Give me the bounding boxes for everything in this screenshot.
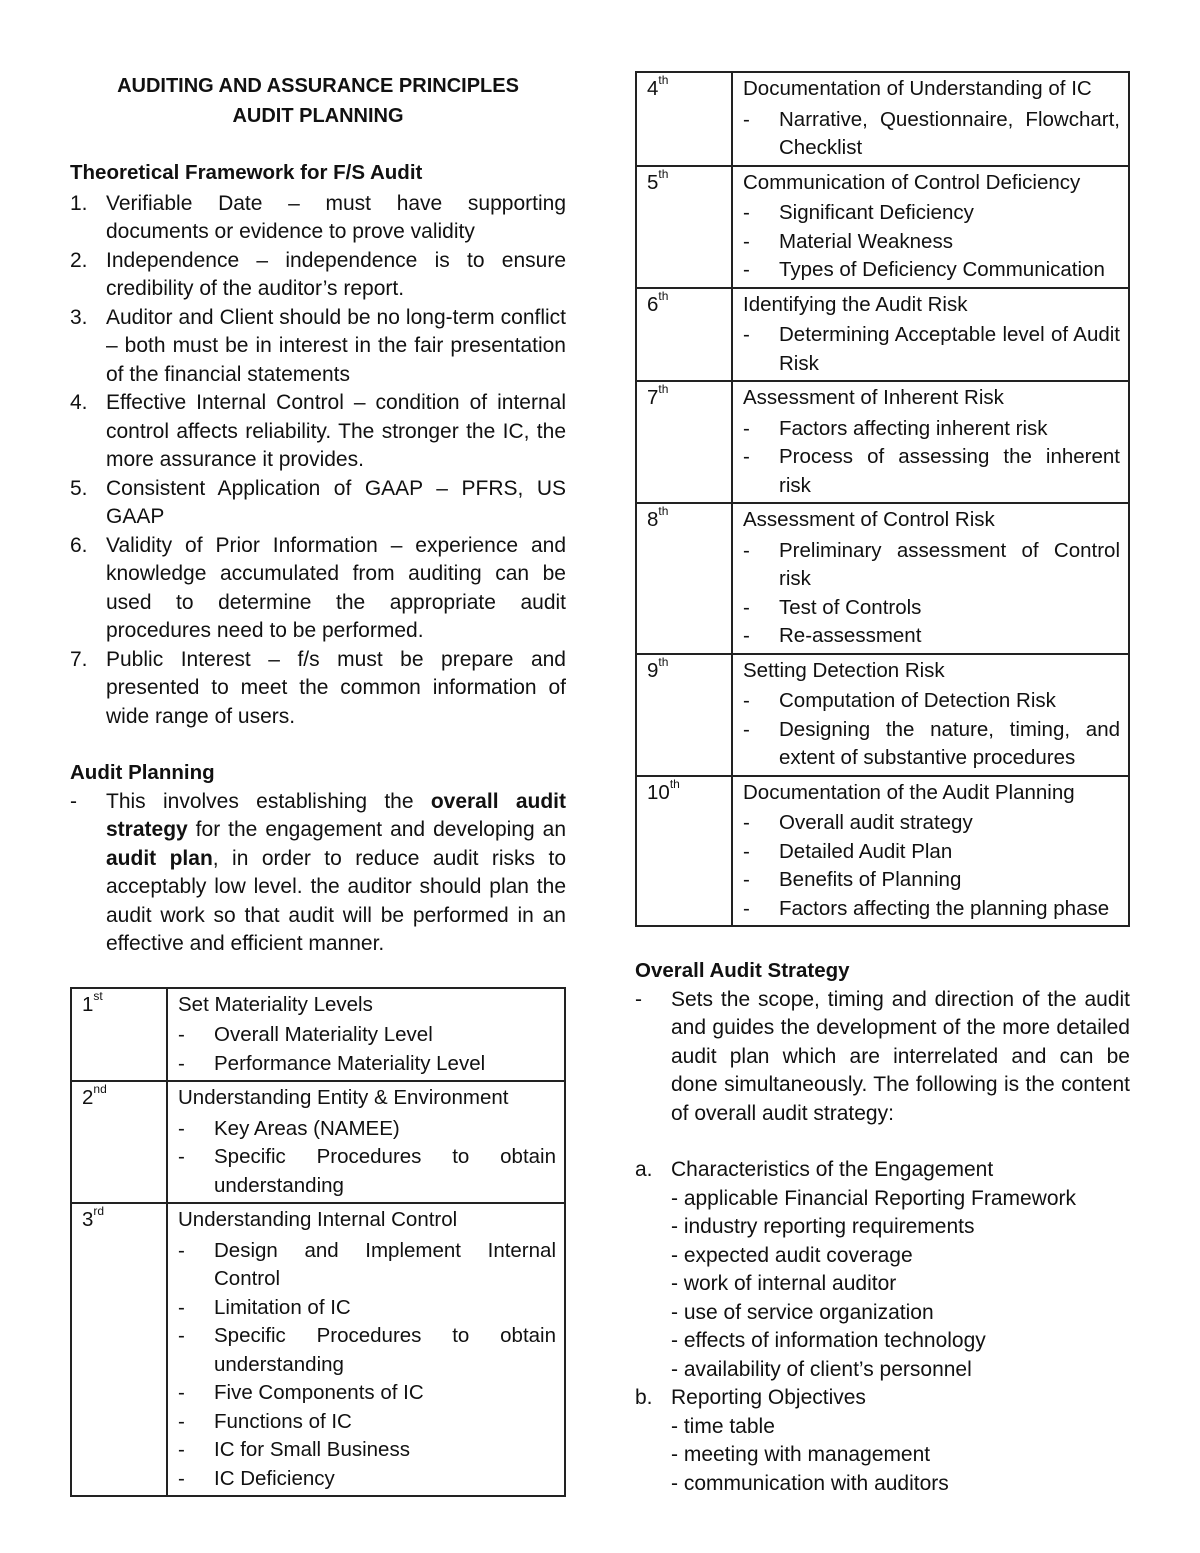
step-number: 3 (82, 1208, 94, 1231)
framework-item (70, 646, 566, 732)
dash-bullet: - (178, 1116, 185, 1140)
audit-planning-heading: Audit Planning (70, 761, 215, 784)
step-order (636, 72, 732, 166)
step-item-text: Designing the nature, timing, and extent of substantive procedures (779, 717, 1120, 769)
item-number: 2. (70, 248, 88, 272)
step-row (636, 72, 1129, 166)
step-item-text: Performance Materiality Level (214, 1051, 486, 1075)
dash-bullet: - (743, 201, 750, 224)
step-item (743, 199, 1120, 228)
step-item-text: Factors affecting inherent risk (779, 416, 1048, 440)
step-content (732, 381, 1129, 503)
step-item-text: Design and Implement Internal Control (214, 1238, 556, 1290)
dash-bullet: - (178, 1381, 185, 1404)
step-item-text: Material Weakness (779, 229, 953, 253)
section-item: - use of service organization (671, 1300, 934, 1324)
step-number: 6 (647, 292, 659, 316)
dash-bullet: - (743, 689, 750, 712)
step-order (636, 776, 732, 927)
step-item (178, 1294, 556, 1323)
section-item: - applicable Financial Reporting Framework (671, 1186, 1077, 1210)
dash-bullet: - (178, 1238, 185, 1262)
step-row (636, 654, 1129, 776)
section-item: - meeting with management (671, 1443, 931, 1466)
dash-bullet: - (743, 839, 750, 863)
step-content (732, 776, 1129, 927)
strategy-sections (635, 1156, 1130, 1498)
step-item (178, 1465, 556, 1494)
step-item (178, 1322, 556, 1379)
framework-item (70, 389, 566, 475)
document-title: AUDITING AND ASSURANCE PRINCIPLES (117, 75, 519, 97)
section-item: - availability of client’s personnel (671, 1357, 972, 1381)
section-item: - time table (671, 1414, 775, 1438)
step-row (71, 988, 565, 1082)
step-suffix: th (658, 504, 669, 519)
step-item-text: Benefits of Planning (779, 868, 962, 891)
step-order (636, 288, 732, 382)
step-item-text: Limitation of IC (214, 1295, 351, 1319)
step-item-text: IC Deficiency (214, 1466, 335, 1490)
step-item-text: Types of Deficiency Communication (779, 258, 1105, 281)
left-column (70, 71, 566, 1497)
step-suffix: nd (93, 1082, 107, 1097)
step-title: Understanding Entity & Environment (178, 1086, 509, 1109)
step-item (743, 537, 1120, 594)
document-subtitle: AUDIT PLANNING (232, 105, 404, 127)
step-item-text: Key Areas (NAMEE) (214, 1116, 400, 1140)
item-number: 7. (70, 647, 88, 671)
dash-bullet: - (743, 595, 750, 619)
step-content (732, 72, 1129, 166)
dash-bullet: - (743, 229, 750, 253)
step-order (71, 1081, 167, 1203)
step-order (636, 503, 732, 654)
dash-bullet: - (743, 445, 750, 468)
step-content (732, 654, 1129, 776)
step-number: 10 (647, 780, 670, 804)
step-item-text: Significant Deficiency (779, 201, 974, 224)
framework-item (70, 247, 566, 304)
step-item (178, 1143, 556, 1200)
step-items (743, 106, 1120, 163)
step-title: Setting Detection Risk (743, 658, 945, 682)
step-item-text: Test of Controls (779, 595, 922, 619)
step-item (178, 1379, 556, 1408)
step-items (743, 415, 1120, 501)
dash-bullet: - (743, 868, 750, 891)
step-items (743, 199, 1120, 285)
step-item-text: Factors affecting the planning phase (779, 896, 1110, 920)
step-row (636, 503, 1129, 654)
section-item: - industry reporting requirements (671, 1215, 975, 1238)
step-items (178, 1115, 556, 1201)
step-item-text: Functions of IC (214, 1409, 352, 1433)
step-item-text: Determining Acceptable level of Audit Risk (779, 323, 1120, 375)
step-title: Assessment of Control Risk (743, 508, 995, 531)
step-number: 4 (647, 77, 659, 100)
dash-bullet: - (743, 538, 750, 562)
step-item-text: Computation of Detection Risk (779, 689, 1056, 712)
step-title: Identifying the Audit Risk (743, 292, 968, 316)
dash-bullet: - (178, 1051, 185, 1075)
framework-list (70, 190, 566, 732)
framework-item (70, 304, 566, 390)
step-item (178, 1408, 556, 1437)
step-title: Documentation of Understanding of IC (743, 77, 1092, 100)
step-items (743, 809, 1120, 923)
dash-bullet: - (743, 896, 750, 920)
step-item-text: Detailed Audit Plan (779, 839, 953, 863)
step-item-text: Re-assessment (779, 624, 922, 647)
section-items (671, 1185, 1130, 1385)
step-order (636, 166, 732, 288)
bold-term: audit plan (106, 846, 213, 870)
step-item (743, 687, 1120, 716)
step-number: 7 (647, 386, 659, 409)
step-suffix: th (658, 382, 669, 397)
step-item (178, 1237, 556, 1294)
step-items (178, 1237, 556, 1494)
step-suffix: th (658, 288, 669, 303)
step-item (743, 256, 1120, 285)
step-item (743, 809, 1120, 838)
item-number: 3. (70, 305, 88, 329)
step-suffix: th (658, 73, 669, 88)
strategy-section (635, 1156, 1130, 1384)
step-item (743, 895, 1120, 924)
step-row (71, 1081, 565, 1203)
dash-bullet: - (743, 323, 750, 346)
step-item-text: Overall audit strategy (779, 811, 973, 834)
section-item: - communication with auditors (671, 1471, 949, 1495)
dash-bullet: - (178, 1145, 185, 1168)
step-item-text: Specific Procedures to obtain understanding (214, 1145, 556, 1197)
step-number: 1 (82, 992, 94, 1016)
step-row (636, 381, 1129, 503)
framework-item (70, 475, 566, 532)
step-title: Documentation of the Audit Planning (743, 780, 1075, 804)
step-items (743, 537, 1120, 651)
dash-bullet: - (178, 1324, 185, 1347)
item-text: Auditor and Client should be no long-term conflict – both must be in interest in the fair presentation of the financial statements (106, 305, 566, 386)
overall-strategy-heading: Overall Audit Strategy (635, 959, 850, 982)
step-item-text: IC for Small Business (214, 1438, 410, 1461)
dash-bullet: - (743, 107, 750, 131)
step-row (636, 288, 1129, 382)
framework-item (70, 532, 566, 646)
step-order (71, 988, 167, 1082)
right-column (635, 71, 1130, 1498)
item-number: 5. (70, 476, 88, 500)
step-order (636, 381, 732, 503)
framework-item (70, 190, 566, 247)
step-item-text: Process of assessing the inherent risk (779, 445, 1120, 497)
item-text: Consistent Application of GAAP – PFRS, US GAAP (106, 476, 566, 528)
step-item-text: Specific Procedures to obtain understanding (214, 1324, 556, 1376)
step-item (743, 228, 1120, 257)
step-row (636, 776, 1129, 927)
step-items (178, 1021, 556, 1078)
step-order (636, 654, 732, 776)
item-number: 4. (70, 391, 88, 414)
item-number: 6. (70, 533, 88, 557)
step-item (743, 716, 1120, 773)
step-row (636, 166, 1129, 288)
section-title: Characteristics of the Engagement (671, 1158, 994, 1181)
step-content (732, 503, 1129, 654)
step-items (743, 687, 1120, 773)
step-suffix: th (658, 166, 669, 181)
strategy-section (635, 1384, 1130, 1498)
step-content (167, 1081, 565, 1203)
section-item: - effects of information technology (671, 1329, 986, 1352)
dash-bullet: - (743, 717, 750, 741)
item-number: 1. (70, 191, 88, 215)
step-order (71, 1203, 167, 1496)
step-title: Assessment of Inherent Risk (743, 386, 1004, 409)
step-item (743, 594, 1120, 623)
overall-strategy-paragraph: - Sets the scope, timing and direction of the audit and guides the development of the more detailed audit plan which are interrelated and can be done simultaneously. The following is the content of overall audit strategy: (635, 987, 1130, 1125)
item-text: Independence – independence is to ensure credibility of the auditor’s report. (106, 248, 566, 300)
steps-table-left (70, 987, 566, 1498)
step-item-text: Five Components of IC (214, 1381, 424, 1404)
section-items (671, 1413, 1130, 1499)
step-item (743, 443, 1120, 500)
step-item (743, 415, 1120, 444)
framework-heading: Theoretical Framework for F/S Audit (70, 161, 423, 184)
step-number: 5 (647, 170, 659, 194)
dash-bullet: - (70, 789, 77, 813)
step-row (71, 1203, 565, 1496)
audit-planning-paragraph: - This involves establishing the overall audit strategy for the engagement and developing an audit plan, in order to reduce audit risks to acceptably low level. the auditor should plan the audit work so that audit will be performed in an effective and efficient manner. (70, 789, 566, 955)
step-number: 8 (647, 508, 659, 531)
step-content (167, 988, 565, 1082)
step-item (743, 622, 1120, 651)
item-text: Verifiable Date – must have supporting documents or evidence to prove validity (106, 191, 566, 243)
step-item (178, 1436, 556, 1465)
dash-bullet: - (743, 624, 750, 647)
section-item: - expected audit coverage (671, 1243, 913, 1267)
step-content (732, 166, 1129, 288)
dash-bullet: - (178, 1023, 185, 1046)
step-number: 9 (647, 658, 659, 682)
step-title: Communication of Control Deficiency (743, 170, 1081, 194)
dash-bullet: - (743, 811, 750, 834)
step-item-text: Narrative, Questionnaire, Flowchart, Checklist (779, 107, 1120, 159)
step-item (178, 1115, 556, 1144)
item-text: Validity of Prior Information – experience and knowledge accumulated from auditing can be used to determine the appropriate audit procedures need to be performed. (106, 533, 566, 642)
dash-bullet: - (635, 987, 642, 1011)
step-item (743, 106, 1120, 163)
step-suffix: st (93, 988, 103, 1003)
section-letter: a. (635, 1158, 653, 1181)
steps-table-right (635, 71, 1130, 927)
item-text: Effective Internal Control – condition of internal control affects reliability. The stronger the IC, the more assurance it provides. (106, 391, 566, 471)
step-title: Understanding Internal Control (178, 1208, 458, 1231)
bold-term: overall audit strategy (106, 789, 566, 841)
step-suffix: rd (93, 1204, 105, 1219)
section-item: - work of internal auditor (671, 1272, 897, 1295)
step-title: Set Materiality Levels (178, 992, 373, 1016)
step-item-text: Preliminary assessment of Control risk (779, 538, 1120, 590)
step-item (178, 1050, 556, 1079)
step-suffix: th (669, 776, 680, 791)
section-letter: b. (635, 1386, 653, 1409)
step-content (732, 288, 1129, 382)
step-item (178, 1021, 556, 1050)
step-item (743, 838, 1120, 867)
step-number: 2 (82, 1086, 94, 1109)
step-item (743, 321, 1120, 378)
dash-bullet: - (743, 258, 750, 281)
dash-bullet: - (178, 1295, 185, 1319)
section-title: Reporting Objectives (671, 1386, 866, 1409)
step-item (743, 866, 1120, 895)
step-items (743, 321, 1120, 378)
dash-bullet: - (178, 1409, 185, 1433)
step-item-text: Overall Materiality Level (214, 1023, 433, 1046)
item-text: Public Interest – f/s must be prepare and presented to meet the common information of wide range of users. (106, 647, 566, 728)
dash-bullet: - (743, 416, 750, 440)
step-content (167, 1203, 565, 1496)
dash-bullet: - (178, 1466, 185, 1490)
dash-bullet: - (178, 1438, 185, 1461)
step-suffix: th (658, 654, 669, 669)
